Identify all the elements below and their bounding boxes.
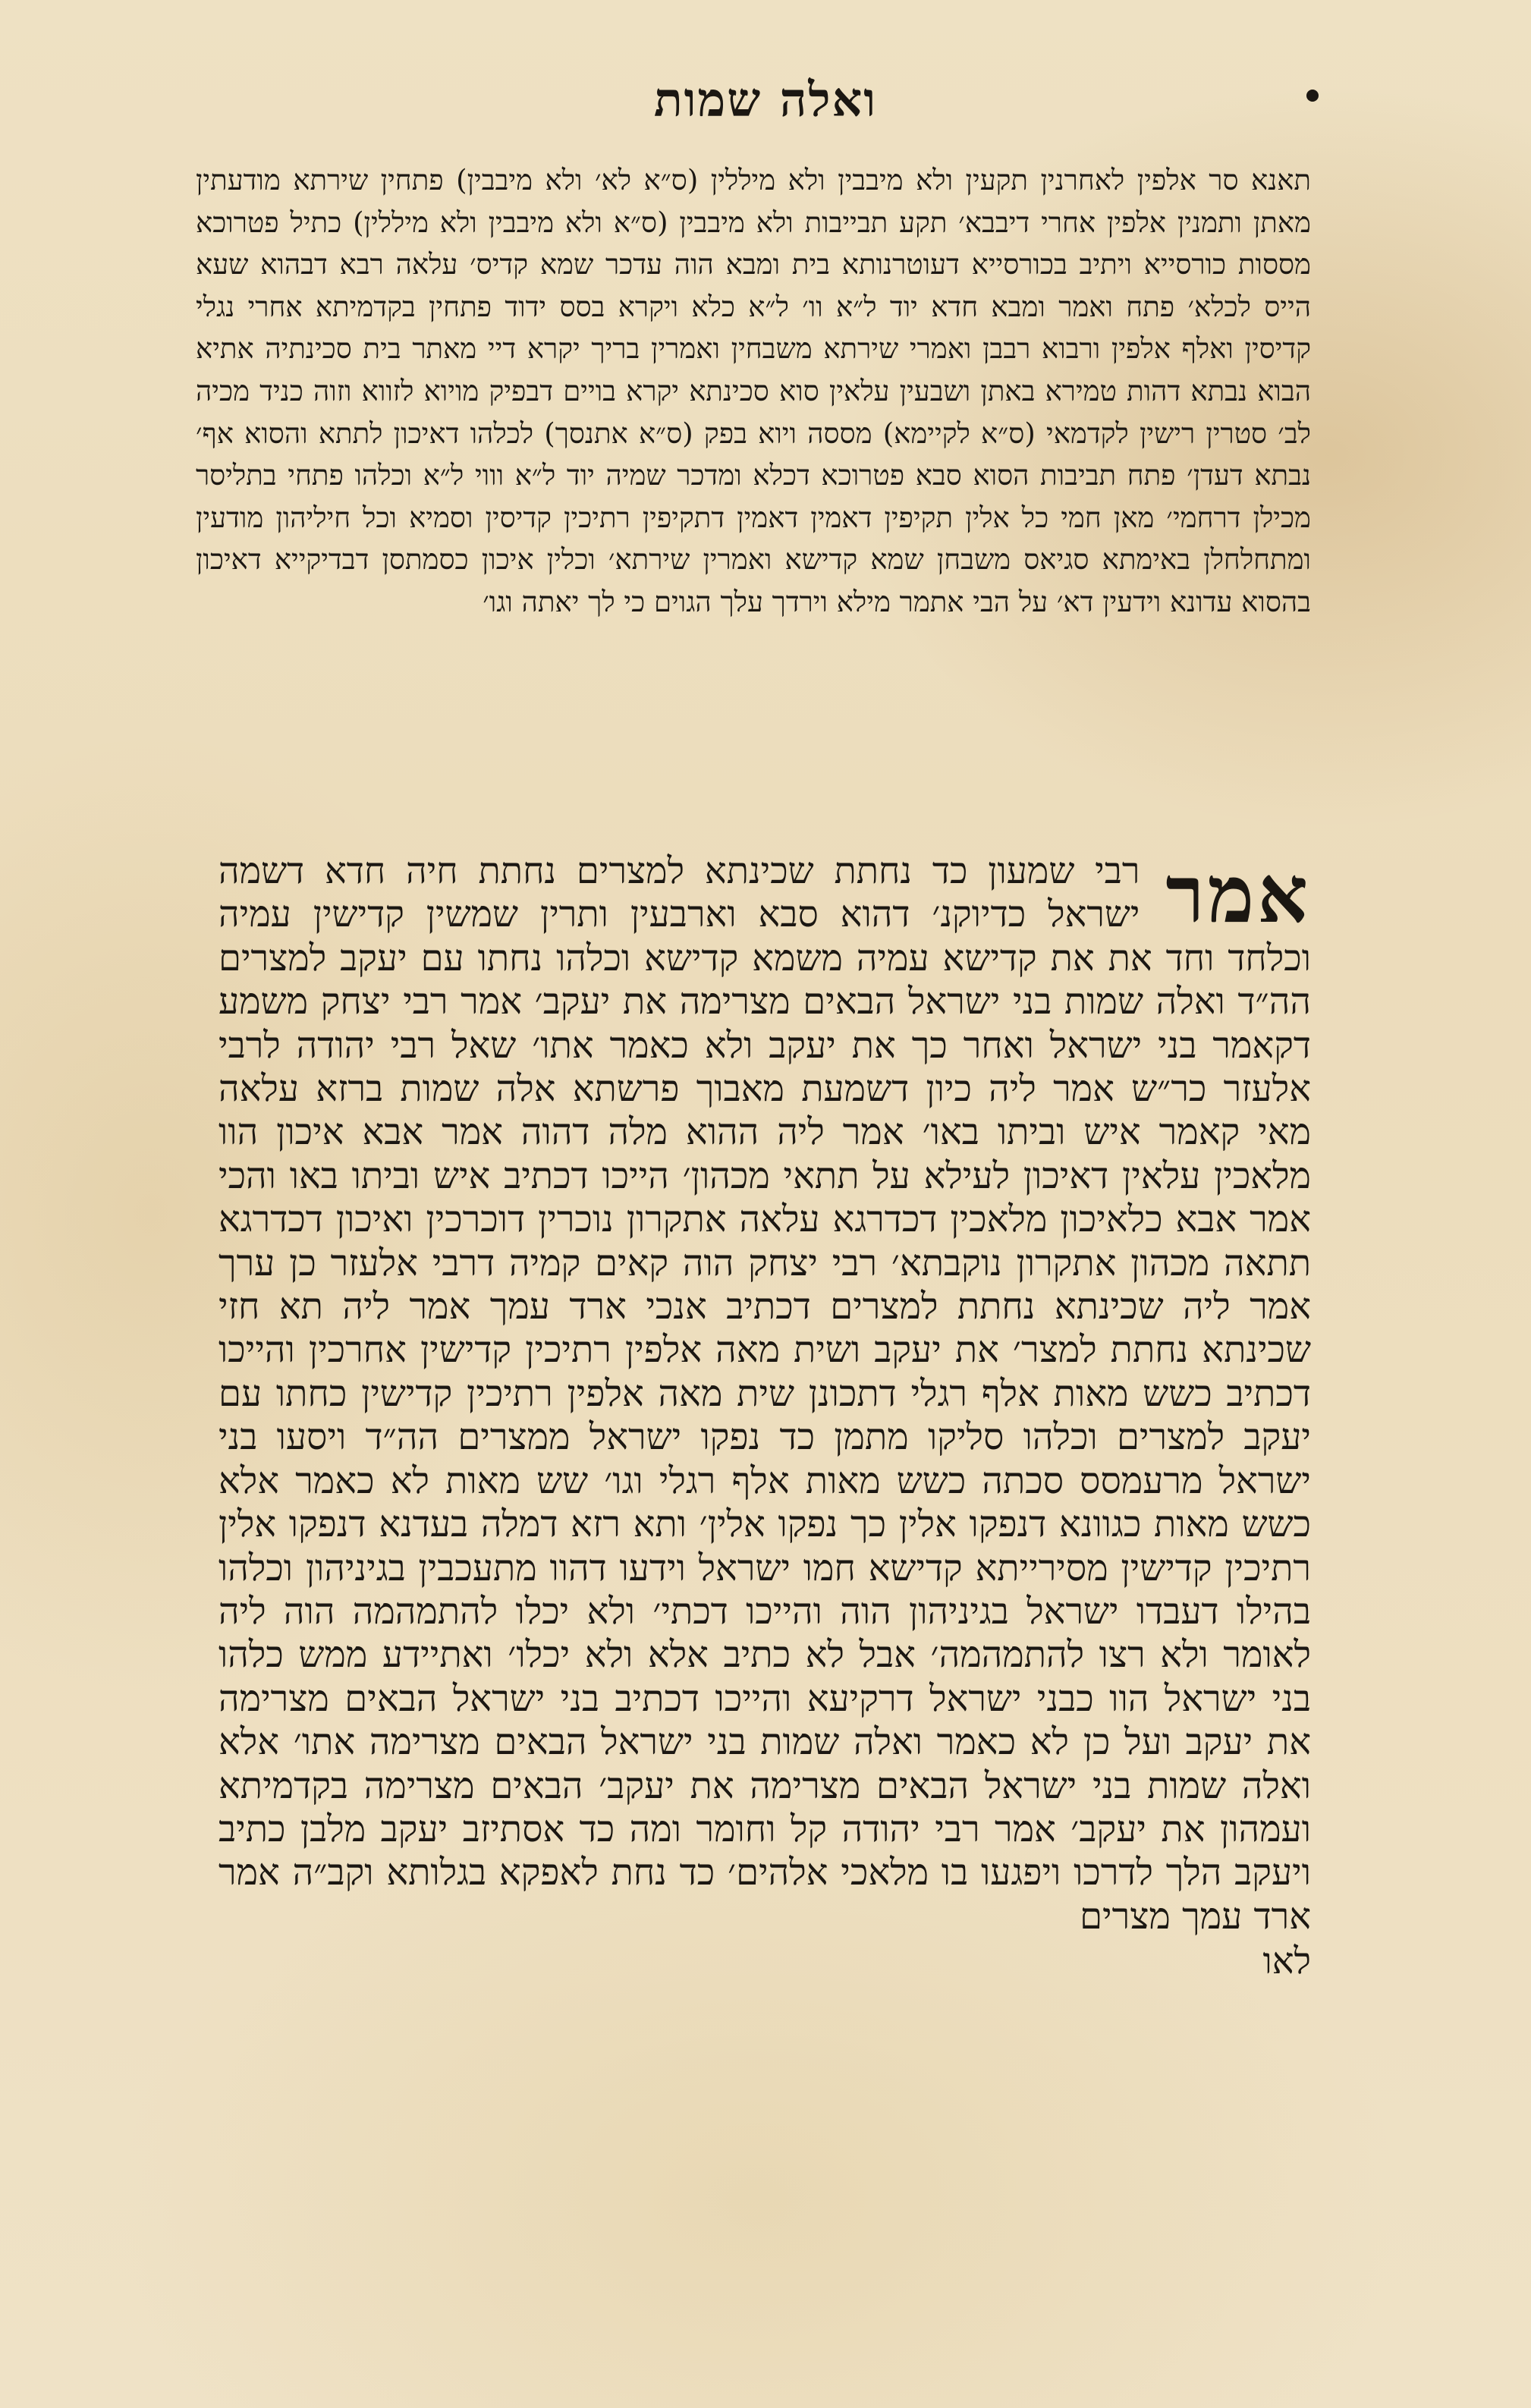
commentary-block [196,159,1311,624]
catchword: לאו [1262,1940,1311,1983]
printer-dot-mark [1306,90,1319,102]
main-text-body: רבי שמעון כד נחתת שכינתא למצרים נחתת חיה חדא דשמה ישראל כדיוקנ׳ דהוא סבא וארבעין ותרין שמשין קדישין עמיה וכלחד וחד את את קדישא עמיה משמא קדישא וכלהו נחתו עם יעקב למצרים הה״ד ואלה שמות בני ישראל הבאים מצרימה את יעקב׳ אמר רבי יצחק משמע דקאמר בני ישראל ואחר כך את יעקב ולא כאמר אתו׳ שאל רבי יהודה לרבי אלעזר כר״ש אמר ליה כיון דשמעת מאבוך פרשתא אלה שמות ברזא עלאה מאי קאמר איש וביתו באו׳ אמר ליה ההוא מלה דהוה אמר אבא איכון הוו מלאכין עלאין דאיכון לעילא על תתאי מכהון׳ הייכו דכתיב איש וביתו באו והכי אמר אבא כלאיכון מלאכין דכדרגא עלאה אתקרון נוכרין דוכרכין ואיכון דכדרגא תתאה מכהון אתקרון נוקבתא׳ רבי יצחק הוה קאים קמיה דרבי אלעזר כן ערך אמר ליה שכינתא נחתת למצרים דכתיב אנכי ארד עמך אמר ליה תא חזי שכינתא נחתת למצר׳ את יעקב ושית מאה אלפין רתיכין קדישין אחרכין והייכו דכתיב כשש מאות אלף רגלי דתכונן שית מאה אלפין רתיכין קדישין כחתו עם יעקב למצרים וכלהו סליקו מתמן כד נפקו ישראל ממצרים הה״ד ויסעו בני ישראל מרעמסס סכתה כשש מאות אלף רגלי וגו׳ שש מאות לא כאמר אלא כשש מאות כגוונא דנפקו אלין כך נפקו אלין׳ ותא רזא דמלה בעדנא דנפקו אלין רתיכין קדישין מסירייתא קדישא חמו ישראל וידעו דהוו מתעכבין בגיניהון וכלהו בהילו דעבדו ישראל בגיניהון הוה והייכו דכתי׳ ולא יכלו להתמהמה הוה ליה לאומר ולא רצו להתמהמה׳ אבל לא כתיב אלא ולא יכלו׳ ואתיידע ממש כלהו בני ישראל הוו כבני ישראל דרקיעא והייכו דכתיב בני ישראל הבאים מצרימה את יעקב ועל כן לא כאמר ואלה שמות בני ישראל הבאים מצרימה אתו׳ אלא ואלה שמות בני ישראל הבאים מצרימה את יעקב׳ הבאים מצרימה בקדמיתא ועמהון את יעקב׳ אמר רבי יהודה קל וחומר ומה כד אסתיזב יעקב מלבן כתיב ויעקב הלך לדרכו ויפגעו בו מלאכי אלהים׳ כד נחת לאפקא בגלותא וקב״ה אמר ארד עמך מצרים [218,850,1311,1938]
running-head: ואלה שמות [653,72,878,127]
main-text-block [218,847,1311,1984]
opening-word: אמר [1165,847,1311,941]
commentary-text: תאנא סר אלפין לאחרנין תקעין ולא מיבבין ולא מיללין (ס״א לא׳ ולא מיבבין) פתחין שירתא מודעתין מאתן ותמנין אלפין אחרי דיבבא׳ תקע תבייבות ולא מיבבין (ס״א ולא מיבבין ולא מיללין) כתיל פטרוכא מססות כורסייא ויתיב בכורסייא דעוטרנותא בית ומבא הוה עדכר שמא קדיס׳ עלאה רבא דבהוא שעא הייס לכלא׳ פתח ואמר ומבא חדא יוד ל״א וו׳ ל״א כלא ויקרא בסס ידוד פתחין בקדמיתא אחרי נגלי קדיסין ואלף אלפין ורבוא רבבן ואמרי שירתא משבחין ואמרין בריך יקרא דיי מאתר בית סכינתיה אתיא הבוא נבתא דהות טמירא באתן ושבעין עלאין סוא סכינתא יקרא בויים דבפיק מויוא לזווא וזוה כניד מכיה לב׳ סטרין רישין לקדמאי (ס״א לקיימא) מססה ויוא בפק (ס״א אתנסך) לכלהו דאיכון לתתא והסוא אף׳ נבתא דעדן׳ פתח תביבות הסוא סבא פטרוכא דכלא ומדכר שמיה יוד ל״א וווי ל״א וכלהו פתחי בתליסר מכילן דרחמי׳ מאן חמי כל אלין תקיפין דאמין דאמין דתקיפין רתיכין קדיסין וסמיא וכל חיליהון מודעין ומתחלחלן באימתא סגיאס משבחן שמא קדישא ואמרין שירתא׳ וכלין איכון כסמתסן דבדיקייא דאיכון בהסוא עדונא וידעין דא׳ על הבי אתמר מילא וירדך עלך הגוים כי לך יאתה וגו׳ [196,164,1311,618]
